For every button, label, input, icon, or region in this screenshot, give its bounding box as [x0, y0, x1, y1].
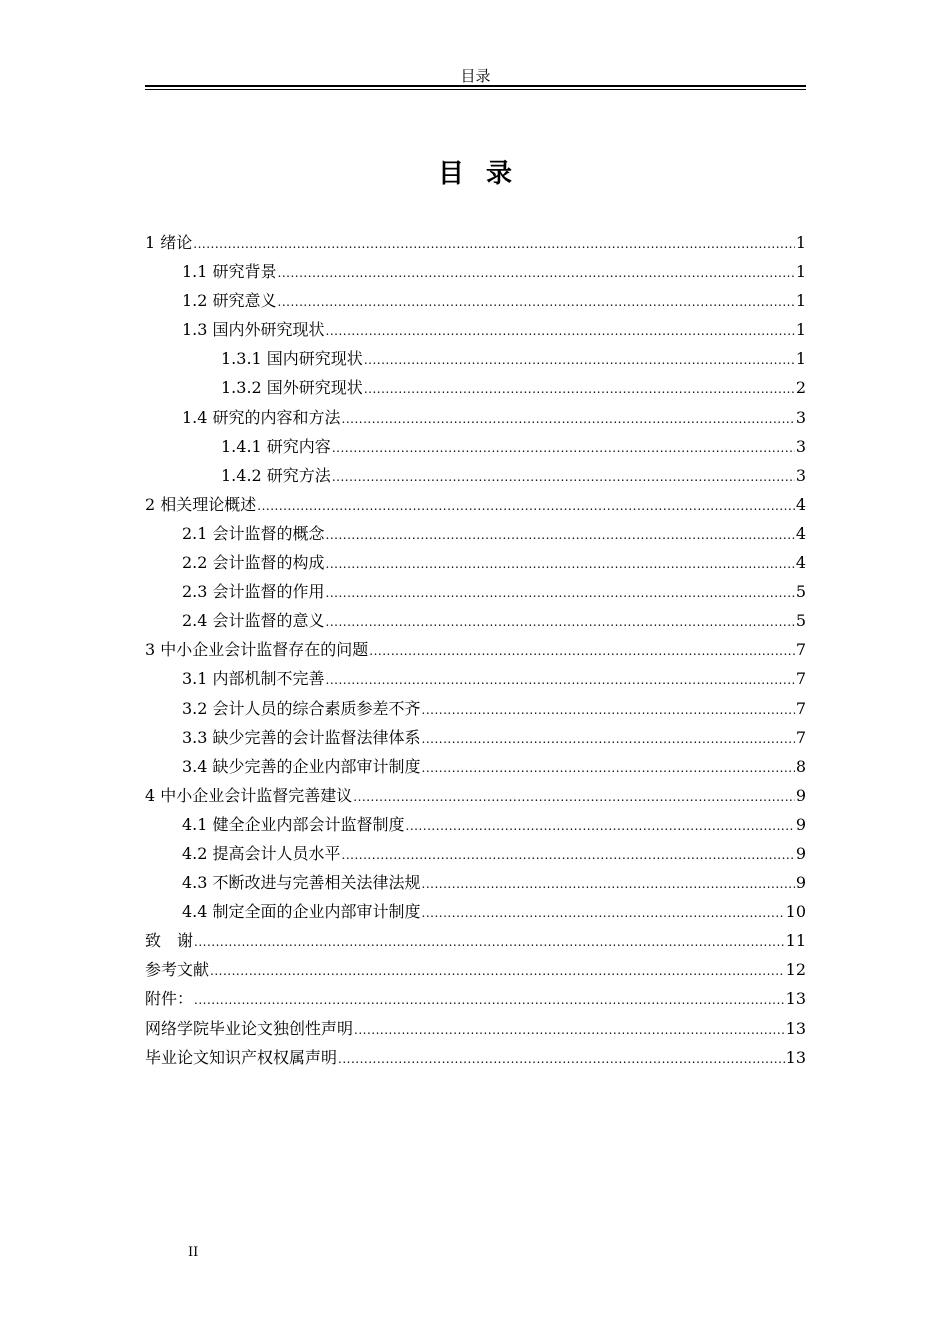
toc-entry-title: 1.1 研究背景 [182, 262, 277, 282]
toc-entry-page: 7 [795, 698, 806, 718]
toc-entry[interactable] [145, 344, 806, 373]
header-rule [145, 85, 806, 90]
running-header: 目录 [460, 67, 491, 85]
toc-entry[interactable] [145, 519, 806, 548]
toc-entry-page: 9 [795, 785, 806, 805]
toc-leader-dots [210, 957, 785, 986]
toc-entry-title: 1.4 研究的内容和方法 [182, 407, 341, 427]
toc-entry[interactable] [145, 752, 806, 781]
toc-leader-dots [326, 608, 795, 637]
toc-entry-title: 2.4 会计监督的意义 [182, 611, 325, 631]
toc-entry-title: 1.3.2 国外研究现状 [221, 378, 363, 398]
toc-entry-title: 2 相关理论概述 [145, 494, 257, 514]
toc-entry-title: 2.1 会计监督的概念 [182, 523, 325, 543]
toc-entry-page: 1 [795, 320, 806, 340]
toc-leader-dots [422, 899, 785, 928]
toc-leader-dots [257, 492, 795, 521]
toc-entry-page: 3 [795, 407, 806, 427]
toc-entry-page: 3 [795, 436, 806, 456]
toc-leader-dots [422, 754, 795, 783]
toc-entry[interactable] [145, 694, 806, 723]
toc-entry[interactable] [145, 577, 806, 606]
page-number: II [188, 1245, 199, 1260]
toc-entry[interactable] [145, 868, 806, 897]
toc-entry-page: 4 [795, 523, 806, 543]
toc-entry-title: 3 中小企业会计监督存在的问题 [145, 640, 369, 660]
toc-entry-page: 10 [785, 902, 806, 922]
toc-entry-page: 3 [795, 465, 806, 485]
toc-entry-title: 4.1 健全企业内部会计监督制度 [182, 814, 405, 834]
toc-entry-page: 13 [785, 1018, 806, 1038]
toc-entry[interactable] [145, 635, 806, 664]
toc-entry-title: 1.3 国内外研究现状 [182, 320, 325, 340]
toc-entry[interactable] [145, 490, 806, 519]
toc-leader-dots [326, 550, 795, 579]
toc-entry-title: 3.4 缺少完善的企业内部审计制度 [182, 756, 421, 776]
toc-entry[interactable] [145, 257, 806, 286]
toc-entry[interactable] [145, 373, 806, 402]
toc-leader-dots [326, 317, 795, 346]
toc-entry-page: 12 [785, 960, 806, 980]
toc-entry-title: 4.4 制定全面的企业内部审计制度 [182, 902, 421, 922]
toc-entry-title: 4.2 提高会计人员水平 [182, 843, 341, 863]
toc-entry-title: 1.4.1 研究内容 [221, 436, 331, 456]
toc-entry[interactable] [145, 955, 806, 984]
toc-entry-page: 9 [795, 814, 806, 834]
toc-entry-title: 1.2 研究意义 [182, 291, 277, 311]
toc-leader-dots [194, 928, 785, 957]
toc-leader-dots [369, 637, 795, 666]
toc-leader-dots [193, 230, 795, 259]
toc-leader-dots [326, 666, 795, 695]
toc-entry-title: 网络学院毕业论文独创性声明 [145, 1018, 354, 1038]
toc-entry-page: 5 [795, 611, 806, 631]
toc-entry-page: 9 [795, 843, 806, 863]
toc-leader-dots [326, 579, 795, 608]
toc-leader-dots [278, 259, 795, 288]
toc-leader-dots [338, 1045, 785, 1074]
toc-entry[interactable] [145, 926, 806, 955]
toc-entry-title: 1.4.2 研究方法 [221, 465, 331, 485]
toc-entry-title: 1 绪论 [145, 233, 193, 252]
toc-entry-page: 11 [785, 931, 806, 951]
toc-entry[interactable] [145, 781, 806, 810]
toc-entry[interactable] [145, 432, 806, 461]
toc-leader-dots [364, 346, 795, 375]
toc-entry-title: 参考文献 [145, 960, 210, 980]
toc-entry-page: 4 [795, 494, 806, 514]
toc-leader-dots [354, 1016, 785, 1045]
toc-entry[interactable] [145, 461, 806, 490]
toc-leader-dots [326, 521, 795, 550]
toc-entry-title: 4.3 不断改进与完善相关法律法规 [182, 873, 421, 893]
toc-entry[interactable] [145, 664, 806, 693]
toc-entry[interactable] [145, 606, 806, 635]
toc-leader-dots [422, 870, 795, 899]
toc-entry-title: 2.3 会计监督的作用 [182, 582, 325, 602]
toc-leader-dots [194, 986, 785, 1015]
toc-entry[interactable] [145, 897, 806, 926]
toc-leader-dots [278, 288, 795, 317]
toc-entry[interactable] [145, 984, 806, 1013]
toc-entry[interactable] [145, 723, 806, 752]
toc-entry-page: 7 [795, 669, 806, 689]
toc-entry-page: 7 [795, 727, 806, 747]
toc-entry-page: 4 [795, 553, 806, 573]
toc-entry-page: 13 [785, 1047, 806, 1067]
toc-entry-title: 致 谢 [145, 931, 194, 951]
toc-entry-page: 8 [795, 756, 806, 776]
toc-entry-page: 5 [795, 582, 806, 602]
toc-entry[interactable] [145, 839, 806, 868]
toc-entry-page: 1 [795, 349, 806, 369]
toc-leader-dots [342, 405, 795, 434]
toc-leader-dots [422, 696, 795, 725]
toc-entry[interactable] [145, 228, 806, 257]
toc-entry-title: 2.2 会计监督的构成 [182, 553, 325, 573]
toc-entry-title: 附件： [145, 989, 194, 1009]
toc-entry[interactable] [145, 315, 806, 344]
toc-entry-page: 9 [795, 873, 806, 893]
toc-entry-title: 毕业论文知识产权权属声明 [145, 1047, 338, 1067]
toc-entry-page: 1 [795, 262, 806, 282]
toc-entry[interactable] [145, 286, 806, 315]
toc-entry-title: 1.3.1 国内研究现状 [221, 349, 363, 369]
toc-entry-page: 1 [795, 233, 806, 252]
toc-leader-dots [364, 375, 795, 404]
toc-entry-page: 13 [785, 989, 806, 1009]
toc-entry[interactable] [145, 1043, 806, 1072]
toc-entry-page: 1 [795, 291, 806, 311]
toc-leader-dots [353, 783, 795, 812]
toc-leader-dots [342, 841, 795, 870]
toc-entry-page: 7 [795, 640, 806, 660]
table-of-contents [145, 228, 806, 1072]
toc-leader-dots [422, 725, 795, 754]
toc-entry[interactable] [145, 403, 806, 432]
toc-leader-dots [332, 463, 795, 492]
toc-entry-title: 3.2 会计人员的综合素质参差不齐 [182, 698, 421, 718]
toc-leader-dots [332, 434, 795, 463]
toc-entry-title: 3.3 缺少完善的会计监督法律体系 [182, 727, 421, 747]
toc-entry[interactable] [145, 548, 806, 577]
toc-entry-page: 2 [795, 378, 806, 398]
toc-entry-title: 4 中小企业会计监督完善建议 [145, 785, 353, 805]
toc-leader-dots [406, 812, 795, 841]
page-title: 目录 [437, 159, 534, 189]
toc-entry[interactable] [145, 810, 806, 839]
toc-entry-title: 3.1 内部机制不完善 [182, 669, 325, 689]
toc-entry[interactable] [145, 1014, 806, 1043]
